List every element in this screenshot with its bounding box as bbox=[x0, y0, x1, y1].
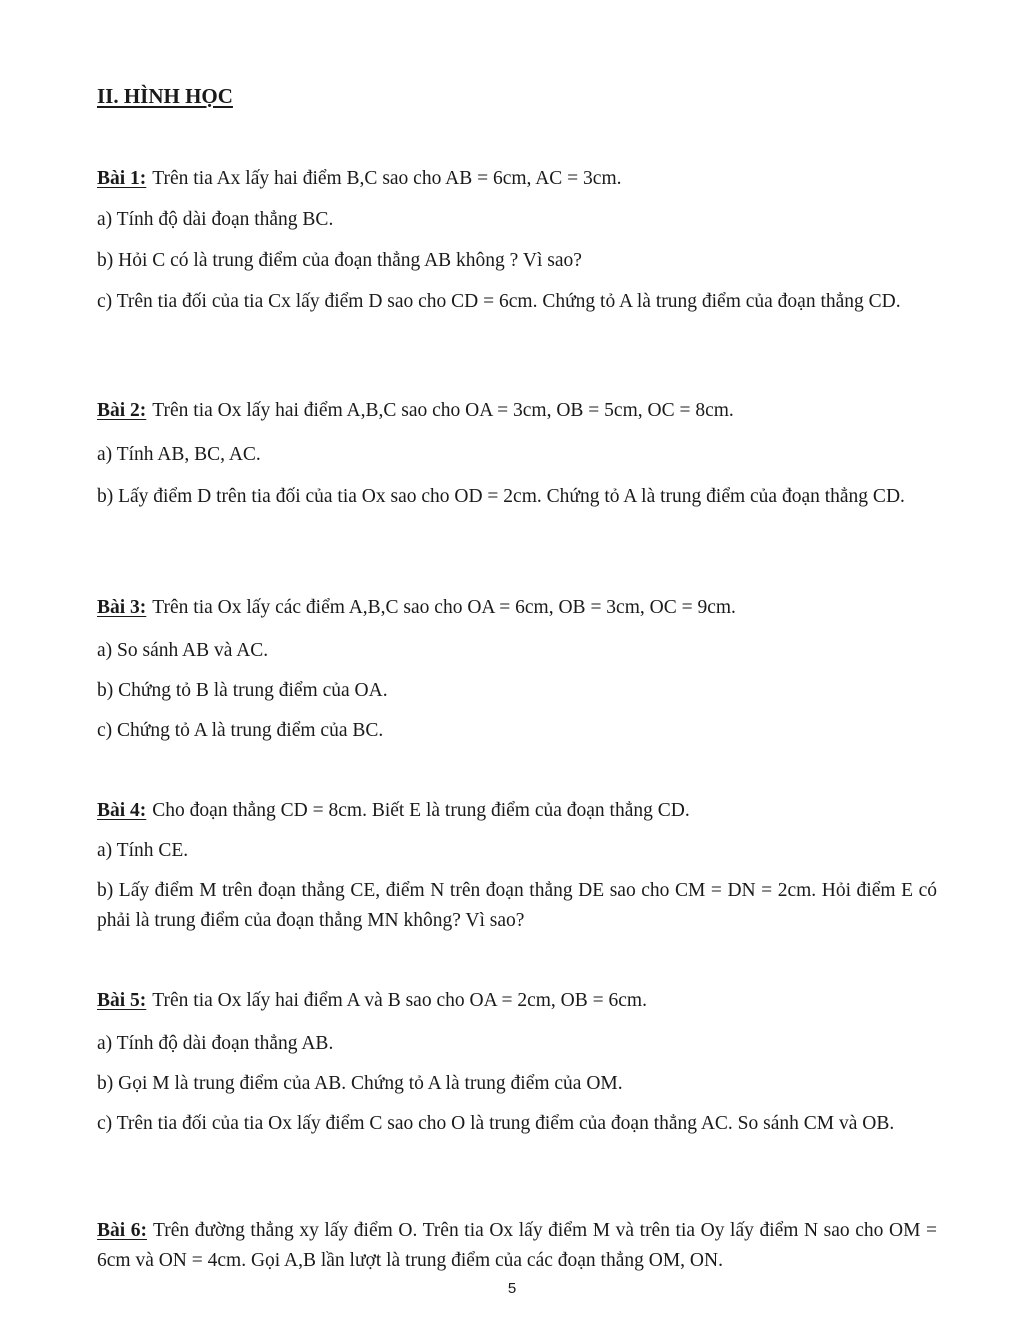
problem-5-stem-line bbox=[97, 986, 937, 1016]
problem-1-part-a: a) Tính độ dài đoạn thẳng BC. bbox=[97, 209, 334, 230]
problem-1-stem: Trên tia Ax lấy hai điểm B,C sao cho AB = 6cm, AC = 3cm. bbox=[152, 168, 622, 189]
problem-5-stem: Trên tia Ox lấy hai điểm A và B sao cho OA = 2cm, OB = 6cm. bbox=[152, 990, 647, 1011]
problem-5-part-c: c) Trên tia đối của tia Ox lấy điểm C sao cho O là trung điểm của đoạn thẳng AC. So sánh CM và OB. bbox=[97, 1113, 895, 1134]
problem-3-part-a: a) So sánh AB và AC. bbox=[97, 640, 269, 661]
problem-1-label: Bài 1: bbox=[97, 168, 147, 189]
problem-3-stem-line bbox=[97, 593, 937, 623]
problem-2-part-b: b) Lấy điểm D trên tia đối của tia Ox sao cho OD = 2cm. Chứng tỏ A là trung điểm của đoạn thẳng CD. bbox=[97, 486, 905, 507]
problem-3-part-b: b) Chứng tỏ B là trung điểm của OA. bbox=[97, 680, 388, 701]
problem-2-stem-line bbox=[97, 396, 937, 426]
section-title: II. HÌNH HỌC bbox=[97, 84, 233, 108]
problem-5-label: Bài 5: bbox=[97, 990, 147, 1011]
problem-1-part-c: c) Trên tia đối của tia Cx lấy điểm D sao cho CD = 6cm. Chứng tỏ A là trung điểm của đoạn thẳng CD. bbox=[97, 291, 901, 312]
problem-4-part-b: b) Lấy điểm M trên đoạn thẳng CE, điểm N trên đoạn thẳng DE sao cho CM = DN = 2cm. Hỏi điểm E có phải là trung điểm của đoạn thẳng MN không? Vì sao? bbox=[97, 880, 937, 931]
problem-4-stem-line bbox=[97, 796, 937, 826]
problem-6-label: Bài 6: bbox=[97, 1220, 147, 1241]
problem-2-label: Bài 2: bbox=[97, 400, 147, 421]
problem-3-part-c: c) Chứng tỏ A là trung điểm của BC. bbox=[97, 720, 384, 741]
problem-4-label: Bài 4: bbox=[97, 800, 147, 821]
problem-4-stem: Cho đoạn thẳng CD = 8cm. Biết E là trung điểm của đoạn thẳng CD. bbox=[152, 800, 690, 821]
problem-5-part-a: a) Tính độ dài đoạn thẳng AB. bbox=[97, 1033, 334, 1054]
problem-6-stem-line bbox=[97, 1216, 937, 1276]
problem-2-part-a: a) Tính AB, BC, AC. bbox=[97, 444, 261, 465]
problem-1-part-b: b) Hỏi C có là trung điểm của đoạn thẳng AB không ? Vì sao? bbox=[97, 250, 582, 271]
problem-6-stem: Trên đường thẳng xy lấy điểm O. Trên tia Ox lấy điểm M và trên tia Oy lấy điểm N sao cho OM = 6cm và ON = 4cm. Gọi A,B lần lượt là trung điểm của các đoạn thẳng OM, ON. bbox=[97, 1220, 937, 1271]
problem-5-part-b: b) Gọi M là trung điểm của AB. Chứng tỏ A là trung điểm của OM. bbox=[97, 1073, 623, 1094]
problem-3-stem: Trên tia Ox lấy các điểm A,B,C sao cho OA = 6cm, OB = 3cm, OC = 9cm. bbox=[152, 597, 736, 618]
page-number: 5 bbox=[507, 1280, 517, 1297]
problem-4-part-a: a) Tính CE. bbox=[97, 840, 189, 861]
problem-2-stem: Trên tia Ox lấy hai điểm A,B,C sao cho OA = 3cm, OB = 5cm, OC = 8cm. bbox=[152, 400, 734, 421]
problem-1-stem-line bbox=[97, 164, 937, 194]
problem-3-label: Bài 3: bbox=[97, 597, 147, 618]
